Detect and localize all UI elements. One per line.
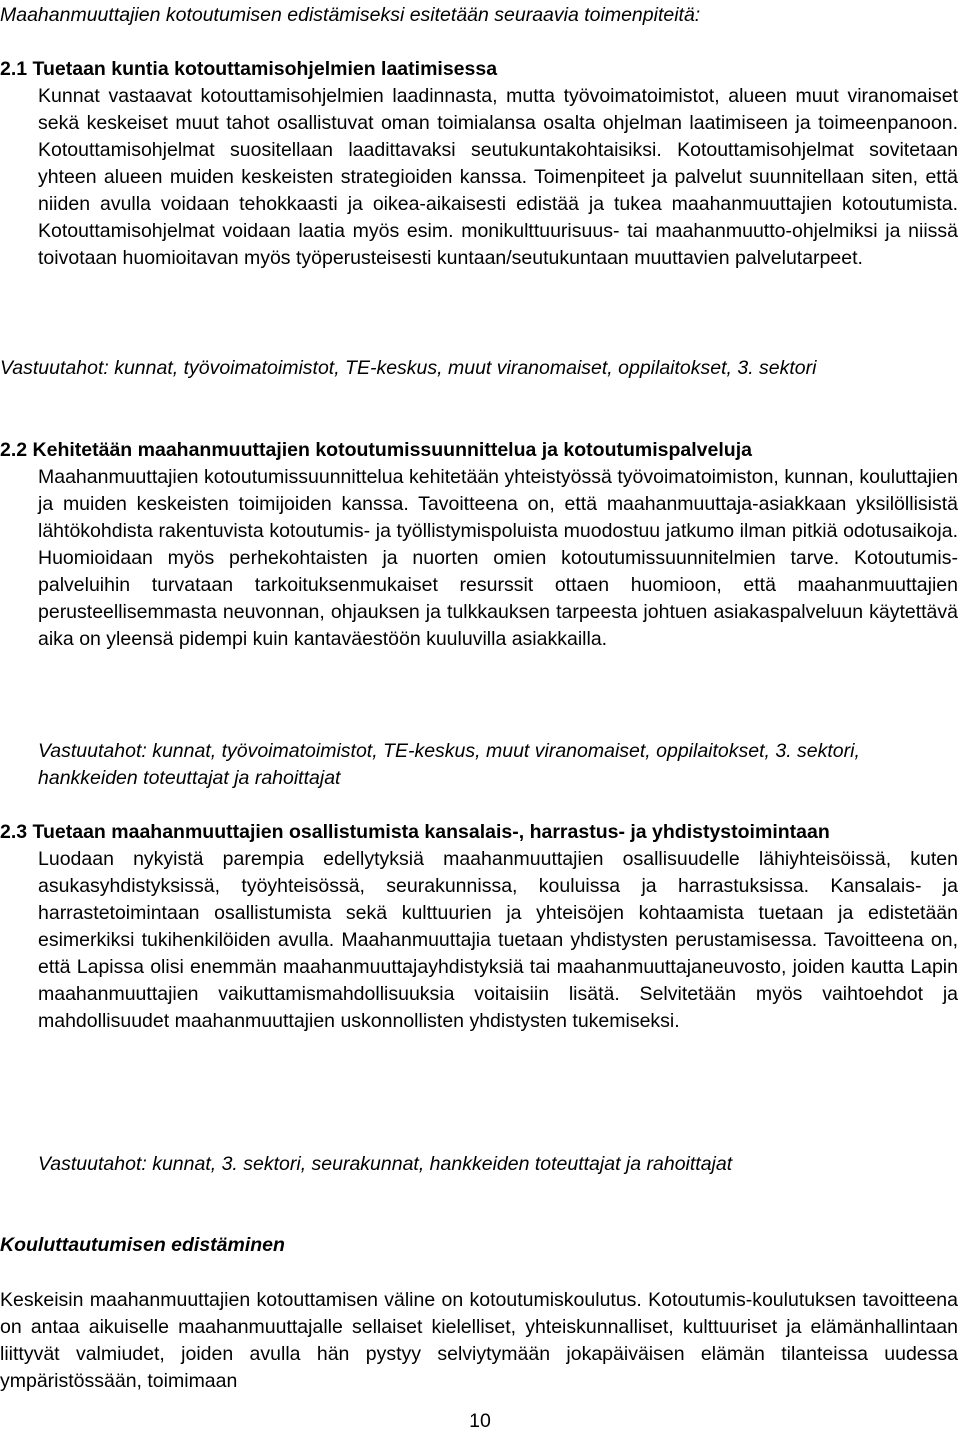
section-title: Kehitetään maahanmuuttajien kotoutumissuunnittelua ja kotoutumispalveluja xyxy=(32,439,752,461)
section-heading xyxy=(0,437,958,464)
subheading-koulutus: Kouluttautumisen edistäminen xyxy=(0,1234,285,1256)
section-body: Luodaan nykyistä parempia edellytyksiä maahanmuuttajien osallisuudelle lähiyhteisöissä, kuten asukasyhdistyksissä, työyhteisössä, seurakunnissa, kouluissa ja harrastuksissa. Kansalais- ja harrastetoimintaan osallistumista sekä kulttuurien ja yhteisöjen kohtaamista tuetaan ja edistetään esimerkiksi tukihenkilöiden avulla. Maahanmuuttajia tuetaan yhdistysten perustamisessa. Tavoitteena on, että Lapissa olisi enemmän maahanmuuttajayhdistyksiä tai maahanmuuttajaneuvosto, joiden kautta Lapin maahanmuuttajien vaikuttamismahdollisuuksia voitaisiin lisätä. Selvitetään myös vaihtoehdot ja mahdollisuudet maahanmuuttajien uskonnollisten yhdistysten tukemiseksi. xyxy=(38,848,958,1032)
section-2-2 xyxy=(0,437,958,653)
responsible-parties-2-1: Vastuutahot: kunnat, työvoimatoimistot, TE-keskus, muut viranomaiset, oppilaitokset, 3. sektori xyxy=(0,357,817,379)
section-body: Kunnat vastaavat kotouttamisohjelmien laadinnasta, mutta työvoimatoimistot, alueen muut viranomaiset sekä keskeiset muut tahot osallistuvat oman toimialansa osalta ohjelman laatimiseen ja toimeenpanoon. Kotouttamisohjelmat suositellaan laadittavaksi seutukuntakohtaisiksi. Kotouttamisohjelmat sovitetaan yhteen alueen muiden keskeisten strategioiden kanssa. Toimenpiteet ja palvelut suunnitellaan siten, että niiden avulla voidaan tehokkaasti ja oikea-aikaisesti edistää ja tukea maahanmuuttajien kotoutumista. Kotouttamisohjelmat voidaan laatia myös esim. monikulttuurisuus- tai maahanmuutto-ohjelmiksi ja niissä toivotaan huomioitavan myös työperusteisesti kuntaan/seutukuntaan muuttavien palvelutarpeet. xyxy=(38,85,958,269)
section-number: 2.2 xyxy=(0,439,28,461)
section-heading xyxy=(0,56,958,83)
section-number: 2.3 xyxy=(0,821,28,843)
section-title: Tuetaan maahanmuuttajien osallistumista kansalais-, harrastus- ja yhdistystoimintaan xyxy=(32,821,830,843)
section-number: 2.1 xyxy=(0,58,28,80)
section-2-1 xyxy=(0,56,958,272)
page-number: 10 xyxy=(469,1410,491,1432)
section-body: Maahanmuuttajien kotoutumissuunnittelua kehitetään yhteistyössä työvoimatoimiston, kunnan, kouluttajien ja muiden keskeisten toimijoiden kanssa. Tavoitteena on, että maahanmuuttaja-asiakkaan yksilöllisistä lähtökohdista rakentuvista kotoutumis- ja työllistymispoluista muodostuu jatkumo ilman pitkiä odotusaikoja. Huomioidaan myös perhekohtaisten ja nuorten omien kotoutumissuunnitelmien tarve. Kotoutumis-palveluihin turvataan tarkoituksenmukaiset resurssit ottaen huomioon, että maahanmuuttajien perusteellisemmasta neuvonnan, ohjauksen ja tulkkauksen tarpeesta johtuen asiakaspalveluun käytettävä aika on yleensä pidempi kuin kantaväestöön kuuluvilla asiakkailla. xyxy=(38,466,958,650)
section-title: Tuetaan kuntia kotouttamisohjelmien laatimisessa xyxy=(32,58,498,80)
responsible-parties-2-3: Vastuutahot: kunnat, 3. sektori, seurakunnat, hankkeiden toteuttajat ja rahoittajat xyxy=(38,1153,733,1175)
final-paragraph: Keskeisin maahanmuuttajien kotouttamisen väline on kotoutumiskoulutus. Kotoutumis-koulutuksen tavoitteena on antaa aikuiselle maahanmuuttajalle sellaiset kielelliset, yhteiskunnalliset, kulttuuriset ja elämänhallintaan liittyvät valmiudet, joiden avulla hän pystyy selviytymään jokapäiväisen elämän tilanteissa uudessa ympäristössään, toimimaan xyxy=(0,1289,958,1392)
responsible-parties-2-2: Vastuutahot: kunnat, työvoimatoimistot, TE-keskus, muut viranomaiset, oppilaitokset, 3. sektori, hankkeiden toteuttajat ja rahoittajat xyxy=(38,740,860,789)
intro-text: Maahanmuuttajien kotoutumisen edistämiseksi esitetään seuraavia toimenpiteitä: xyxy=(0,4,701,26)
section-2-3 xyxy=(0,819,958,1035)
section-heading xyxy=(0,819,958,846)
